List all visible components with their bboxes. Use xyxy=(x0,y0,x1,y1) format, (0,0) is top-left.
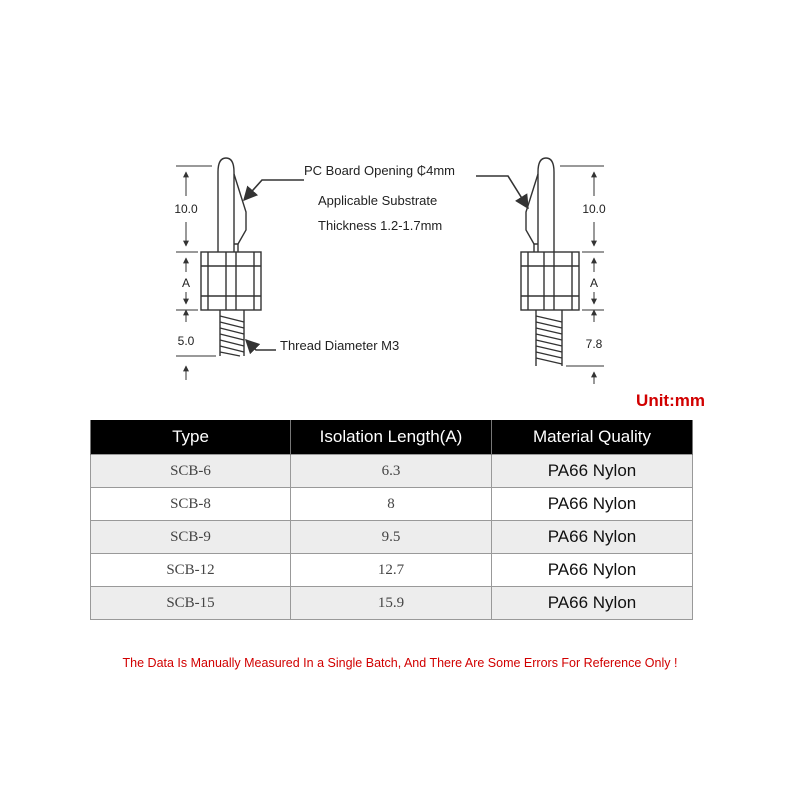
cell-material: PA66 Nylon xyxy=(492,455,693,488)
thread-diameter-label: Thread Diameter M3 xyxy=(280,338,400,353)
substrate-label-line2: Thickness 1.2-1.7mm xyxy=(318,218,443,233)
table-row xyxy=(91,521,693,554)
cell-material: PA66 Nylon xyxy=(492,521,693,554)
right-dimension-lines xyxy=(560,166,604,384)
cell-length: 15.9 xyxy=(291,587,492,620)
cell-type: SCB-8 xyxy=(91,488,291,521)
unit-label: Unit:mm xyxy=(636,391,705,410)
cell-type: SCB-12 xyxy=(91,554,291,587)
cell-type: SCB-6 xyxy=(91,455,291,488)
table-row xyxy=(91,554,693,587)
header-type: Type xyxy=(91,420,291,455)
right-dim-middle: A xyxy=(589,276,599,290)
table-header-row xyxy=(91,420,693,455)
header-isolation-length: Isolation Length(A) xyxy=(291,420,492,455)
cell-length: 12.7 xyxy=(291,554,492,587)
cell-material: PA66 Nylon xyxy=(492,587,693,620)
left-dim-bottom: 5.0 xyxy=(177,334,195,348)
left-spacer-drawing xyxy=(201,158,261,356)
right-dim-top: 10.0 xyxy=(582,202,606,216)
cell-material: PA66 Nylon xyxy=(492,554,693,587)
left-dim-middle: A xyxy=(181,276,191,290)
cell-length: 8 xyxy=(291,488,492,521)
table-row xyxy=(91,587,693,620)
right-dim-bottom: 7.8 xyxy=(585,337,603,351)
table-row xyxy=(91,488,693,521)
cell-length: 9.5 xyxy=(291,521,492,554)
disclaimer-note: The Data Is Manually Measured In a Single Batch, And There Are Some Errors For Reference Only ! xyxy=(122,656,678,670)
cell-material: PA66 Nylon xyxy=(492,488,693,521)
table-row xyxy=(91,455,693,488)
right-spacer-drawing xyxy=(521,158,579,366)
cell-length: 6.3 xyxy=(291,455,492,488)
cell-type: SCB-15 xyxy=(91,587,291,620)
left-dim-top: 10.0 xyxy=(174,202,198,216)
cell-type: SCB-9 xyxy=(91,521,291,554)
spec-table xyxy=(90,420,693,620)
header-material-quality: Material Quality xyxy=(492,420,693,455)
pc-board-opening-label: PC Board Opening ₵4mm xyxy=(304,163,456,178)
substrate-label-line1: Applicable Substrate xyxy=(318,193,438,208)
